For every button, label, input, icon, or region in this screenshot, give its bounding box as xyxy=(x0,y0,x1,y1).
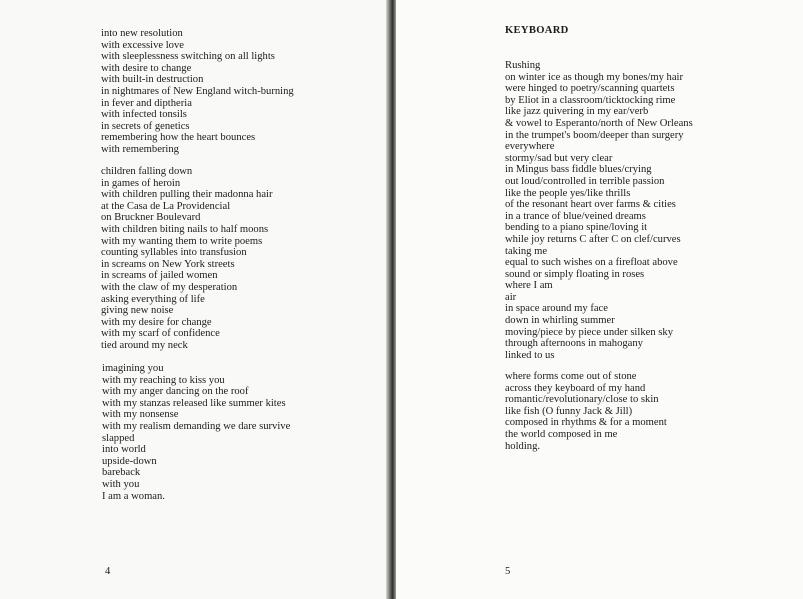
poem-line: with you xyxy=(102,478,140,490)
poem-line: with my scarf of confidence xyxy=(101,328,220,340)
page-number-left: 4 xyxy=(105,566,111,577)
poem-line: holding. xyxy=(505,440,541,452)
page-number-right: 5 xyxy=(505,566,511,577)
poem-line: asking everything of life xyxy=(101,293,205,305)
poem-line: equal to such wishes on a firefloat above xyxy=(505,257,678,269)
poem-line: with my desire for change xyxy=(101,316,212,328)
poem-line: with my realism demanding we dare survive xyxy=(102,420,291,432)
poem-line: in screams on New York streets xyxy=(101,258,235,270)
poem-line: imagining you xyxy=(102,363,164,374)
poem-line: while joy returns C after C on clef/curves xyxy=(505,233,681,245)
poem-line: remembering how the heart bounces xyxy=(101,132,256,144)
poem-line: with infected tonsils xyxy=(101,109,187,121)
poem-line: in Mingus bass fiddle blues/crying xyxy=(505,164,652,176)
poem-line: like fish (O funny Jack & Jill) xyxy=(505,405,633,417)
right-page xyxy=(396,0,803,599)
poem-line: out loud/controlled in terrible passion xyxy=(505,175,665,187)
poem-line: giving new noise xyxy=(101,305,174,317)
poem-line: in space around my face xyxy=(505,303,608,315)
poem-line: into world xyxy=(102,444,146,456)
poem-line: on winter ice as though my bones/my hair xyxy=(505,71,683,83)
poem-line: with children biting nails to half moons xyxy=(101,223,269,235)
poem-line: sound or simply floating in roses xyxy=(505,268,645,280)
poem-line: into new resolution xyxy=(101,28,183,39)
poem-title: KEYBOARD xyxy=(505,25,569,36)
poem-line: at the Casa de La Providencial xyxy=(101,200,231,212)
poem-line: with desire to change xyxy=(101,62,192,74)
poem-line: with excessive love xyxy=(101,39,184,51)
poem-line: with remembering xyxy=(101,143,179,155)
poem-line: with children pulling their madonna hair xyxy=(101,189,273,201)
poem-line: in games of heroin xyxy=(101,177,181,189)
poem-line: bending to a piano spine/loving it xyxy=(505,222,648,234)
stanza-right-2 xyxy=(505,371,667,452)
poem-line: air xyxy=(505,291,517,303)
poem-line: stormy/sad but very clear xyxy=(505,152,613,164)
poem-line: with built-in destruction xyxy=(101,74,204,86)
stanza-left-2 xyxy=(101,166,273,352)
stanza-left-1 xyxy=(101,28,294,156)
poem-line: in fever and diptheria xyxy=(101,97,192,109)
poem-line: linked to us xyxy=(505,349,555,361)
poem-line: by Eliot in a classroom/ticktocking rime xyxy=(505,94,676,106)
poem-line: across they keyboard of my hand xyxy=(505,382,646,394)
poem-line: where forms come out of stone xyxy=(505,371,637,382)
poem-line: children falling down xyxy=(101,166,193,177)
poem-line: counting syllables into transfusion xyxy=(101,247,247,259)
poem-line: slapped xyxy=(102,432,135,444)
poem-line: tied around my neck xyxy=(101,339,188,351)
poem-line: of the resonant heart over farms & cities xyxy=(505,199,676,211)
poem-line: with my anger dancing on the roof xyxy=(102,386,249,398)
poem-line: in secrets of genetics xyxy=(101,120,190,132)
poem-line: the world composed in me xyxy=(505,428,618,440)
poem-line: like jazz quivering in my ear/verb xyxy=(505,106,649,118)
poem-line: through afternoons in mahogany xyxy=(505,338,643,350)
poem-line: in nightmares of New England witch-burning xyxy=(101,85,294,97)
poem-line: were hinged to poetry/scanning quartets xyxy=(505,83,675,95)
poem-line: I am a woman. xyxy=(102,490,165,502)
poem-line: upside-down xyxy=(102,455,157,467)
poem-line: romantic/revolutionary/close to skin xyxy=(505,394,659,406)
left-page xyxy=(0,0,388,599)
poem-line: everywhere xyxy=(505,141,555,153)
poem-line: in the trumpet's boom/deeper than surgery xyxy=(505,129,684,141)
poem-line: where I am xyxy=(505,280,553,292)
poem-line: with sleeplessness switching on all lights xyxy=(101,51,275,63)
stanza-left-3 xyxy=(102,363,290,502)
poem-line: with my wanting them to write poems xyxy=(101,235,263,247)
poem-line: in screams of jailed women xyxy=(101,270,218,282)
poem-line: with my reaching to kiss you xyxy=(102,374,225,386)
poem-line: composed in rhythms & for a moment xyxy=(505,417,667,429)
poem-line: down in whirling summer xyxy=(505,315,615,327)
poem-line: on Bruckner Boulevard xyxy=(101,212,201,224)
poem-line: with my nonsense xyxy=(102,409,179,421)
stanza-right-1 xyxy=(505,60,693,361)
poem-line: taking me xyxy=(505,245,548,257)
poem-line: moving/piece by piece under silken sky xyxy=(505,326,673,338)
poem-line: with the claw of my desperation xyxy=(101,281,238,293)
poem-line: Rushing xyxy=(505,60,541,71)
poem-line: in a trance of blue/veined dreams xyxy=(505,210,646,222)
poem-line: with my stanzas released like summer kites xyxy=(102,397,286,409)
poem-line: bareback xyxy=(102,467,141,479)
poem-line: like the people yes/like thrills xyxy=(505,187,631,199)
poem-line: & vowel to Esperanto/north of New Orleans xyxy=(505,117,693,129)
